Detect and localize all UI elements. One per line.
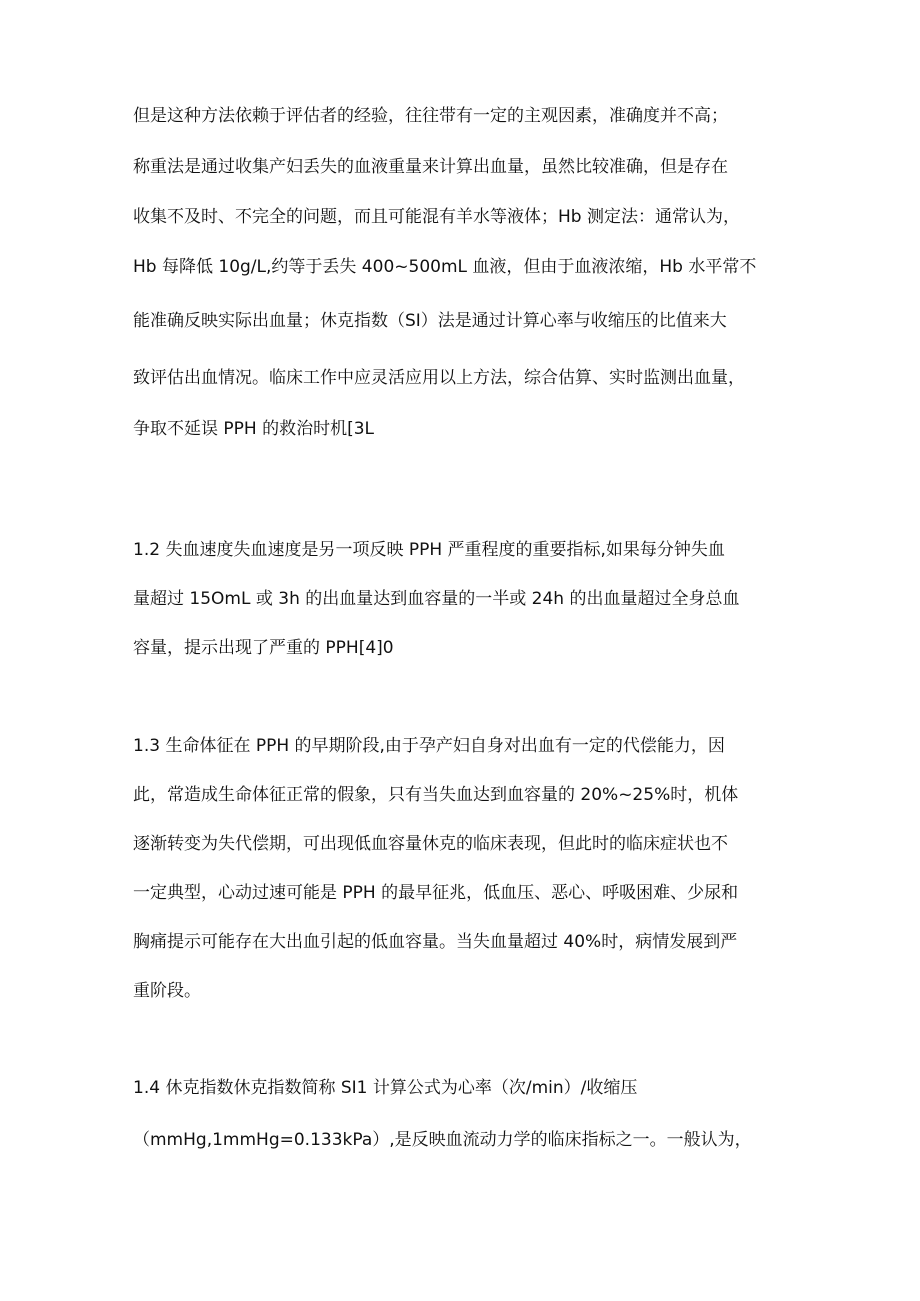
text-line: 1.4 休克指数休克指数简称 SI1 计算公式为心率（次/min）/收缩压 xyxy=(133,1078,638,1098)
text-line: 收集不及时、不完全的问题，而且可能混有羊水等液体；Hb 测定法：通常认为， xyxy=(133,207,740,227)
text-line: 争取不延误 PPH 的救治时机[3L xyxy=(133,419,375,439)
text-line: 但是这种方法依赖于评估者的经验，往往带有一定的主观因素，准确度并不高； xyxy=(133,106,728,126)
text-line: 一定典型，心动过速可能是 PPH 的最早征兆，低血压、恶心、呼吸困难、少尿和 xyxy=(133,883,739,903)
text-line: 致评估出血情况。临床工作中应灵活应用以上方法，综合估算、实时监测出血量， xyxy=(133,368,745,388)
text-line: Hb 每降低 10g/L,约等于丢失 400~500mL 血液，但由于血液浓缩，Hb 水平常不 xyxy=(133,257,757,277)
text-line: 胸痛提示可能存在大出血引起的低血容量。当失血量超过 40%时，病情发展到严 xyxy=(133,932,738,952)
text-line: 能准确反映实际出血量；休克指数（SI）法是通过计算心率与收缩压的比值来大 xyxy=(133,311,727,331)
text-line: 重阶段。 xyxy=(133,981,201,1001)
text-line: 逐渐转变为失代偿期，可出现低血容量休克的临床表现，但此时的临床症状也不 xyxy=(133,834,728,854)
text-line: 称重法是通过收集产妇丢失的血液重量来计算出血量，虽然比较准确，但是存在 xyxy=(133,157,728,177)
text-line: 此，常造成生命体征正常的假象，只有当失血达到血容量的 20%~25%时，机体 xyxy=(133,785,739,805)
text-line: 1.2 失血速度失血速度是另一项反映 PPH 严重程度的重要指标,如果每分钟失血 xyxy=(133,540,725,560)
text-line: 1.3 生命体征在 PPH 的早期阶段,由于孕产妇自身对出血有一定的代偿能力，因 xyxy=(133,736,725,756)
text-line: （mmHg,1mmHg=0.133kPa）,是反映血流动力学的临床指标之一。一般认为， xyxy=(133,1130,752,1150)
text-line: 容量，提示出现了严重的 PPH[4]0 xyxy=(133,638,394,658)
text-line: 量超过 15OmL 或 3h 的出血量达到血容量的一半或 24h 的出血量超过全身总血 xyxy=(133,589,740,609)
